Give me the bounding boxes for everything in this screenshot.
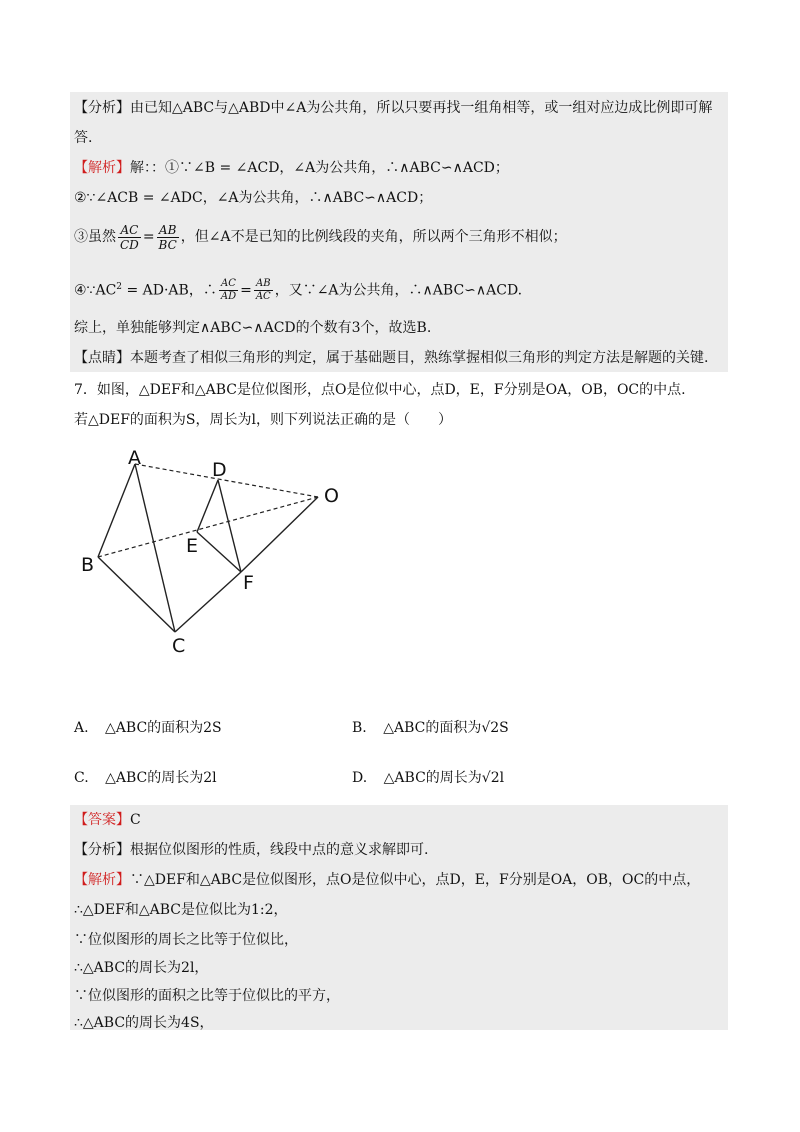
solution2-line-5	[74, 986, 340, 1006]
fraction-ab-bc	[157, 223, 179, 252]
analysis2-text: 根据位似图形的性质，线段中点的意义求解即可.	[130, 842, 429, 858]
analysis2-tag: 【分析】	[74, 842, 130, 858]
solution2-text: ∵△DEF和△ABC是位似图形，点O是位似中心，点D，E，F分别是OA，OB，OC的中点，	[130, 872, 701, 888]
fraction-ac-cd	[118, 223, 141, 252]
analysis-text: 由已知△ABC与△ABD中∠A为公共角，所以只要再找一组角相等，或一组对应边成比例即可解	[130, 100, 713, 116]
analysis2-line	[74, 840, 428, 860]
superscript: 2	[116, 282, 123, 292]
label-a: A	[128, 447, 141, 469]
answer-text: C	[130, 812, 141, 828]
option-b[interactable]	[352, 718, 509, 738]
label-b: B	[81, 554, 95, 576]
question-7-line-1	[74, 380, 686, 400]
comment-text: 本题考查了相似三角形的判定，属于基础题目，熟练掌握相似三角形的判定方法是解题的关键.	[130, 350, 709, 366]
question-7-line-2	[74, 410, 452, 430]
solution2-line-1	[74, 870, 700, 890]
solution-line-4	[74, 272, 522, 306]
option-b-text: △ABC的面积为√2S	[383, 720, 509, 736]
fraction-numerator: AB	[254, 278, 273, 291]
summary-line	[74, 318, 431, 338]
segment-bc	[98, 557, 175, 632]
segment-de	[197, 480, 218, 532]
solution2-step-3: ∵位似图形的周长之比等于位似比，	[74, 932, 298, 948]
option-d-label: D.	[352, 770, 368, 786]
label-f: F	[243, 572, 254, 594]
fraction-denominator: AD	[220, 291, 237, 303]
solution-line-2	[74, 188, 432, 208]
solution2-step-5: ∵位似图形的面积之比等于位似比的平方，	[74, 988, 340, 1004]
option-a-text: △ABC的面积为2S	[105, 720, 222, 736]
option-c[interactable]	[74, 768, 217, 788]
analysis-line-2	[74, 128, 92, 148]
solution-step-4-mid: = AD·AB，∴	[122, 282, 217, 299]
fraction-ab-ac	[254, 278, 273, 303]
solution-step-4-prefix: ④∵AC	[74, 282, 117, 299]
option-b-label: B.	[352, 720, 367, 736]
solution2-tag: 【解析】	[74, 872, 130, 888]
fraction-numerator: AB	[157, 223, 179, 238]
answer-tag: 【答案】	[74, 812, 130, 828]
fraction-denominator: BC	[158, 237, 177, 252]
comment-line	[74, 348, 708, 368]
segment-ab	[98, 464, 135, 557]
solution2-line-4	[74, 958, 208, 978]
solution-line-1	[74, 158, 509, 178]
solution-text: 解：：①∵∠B = ∠ACD，∠A为公共角，∴∧ABC∽∧ACD；	[130, 160, 509, 176]
analysis-line-1	[74, 98, 712, 118]
option-c-label: C.	[74, 770, 89, 786]
solution-step-2: ②∵∠ACB = ∠ADC，∠A为公共角，∴∧ABC∽∧ACD；	[74, 190, 433, 206]
fraction-ac-ad	[219, 278, 238, 303]
option-a[interactable]	[74, 718, 222, 738]
equals-sign: =	[240, 282, 252, 299]
segment-ac	[135, 464, 175, 632]
solution-step-4-text: ，又∵∠A为公共角，∴∧ABC∽∧ACD.	[274, 282, 523, 299]
summary-text: 综上，单独能够判定∧ABC∽∧ACD的个数有3个，故选B.	[74, 320, 432, 336]
solution2-step-2: ∴△DEF和△ABC是位似比为1:2，	[74, 902, 288, 918]
solution2-step-4: ∴△ABC的周长为2l，	[74, 960, 209, 976]
option-c-text: △ABC的周长为2l	[105, 770, 217, 786]
option-a-label: A.	[74, 720, 89, 736]
homothety-figure	[78, 442, 378, 662]
segment-fo	[241, 497, 318, 572]
segment-df	[218, 480, 241, 572]
label-d: D	[212, 459, 227, 481]
fraction-numerator: AC	[118, 223, 141, 238]
solution2-line-3	[74, 930, 298, 950]
comment-tag: 【点睛】	[74, 350, 130, 366]
solution-step-3-prefix: ③虽然	[74, 229, 116, 245]
segment-fc	[175, 572, 241, 632]
fraction-denominator: CD	[120, 237, 139, 252]
solution2-step-6: ∴△ABC的周长为4S，	[74, 1015, 214, 1031]
label-o: O	[324, 485, 339, 507]
option-d-text: △ABC的周长为√2l	[383, 770, 505, 786]
analysis-tag: 【分析】	[74, 100, 130, 116]
answer-line	[74, 810, 141, 830]
solution-tag: 【解析】	[74, 160, 130, 176]
solution2-line-2	[74, 900, 288, 920]
fraction-denominator: AC	[255, 291, 271, 303]
question-7-stem-cont: 若△DEF的面积为S，周长为l，则下列说法正确的是（ ）	[74, 412, 452, 428]
solution-step-3-text: ，但∠A不是已知的比例线段的夹角，所以两个三角形不相似；	[180, 229, 567, 245]
label-c: C	[172, 635, 186, 657]
question-7-stem: 7．如图，△DEF和△ABC是位似图形，点O是位似中心，点D，E，F分别是OA，OB，OC的中点.	[74, 382, 686, 398]
fraction-numerator: AC	[219, 278, 238, 291]
label-e: E	[186, 535, 199, 557]
analysis-text-cont: 答.	[74, 130, 93, 146]
solution2-line-6	[74, 1013, 214, 1033]
segment-ef	[197, 532, 241, 572]
solution-line-3	[74, 222, 567, 252]
option-d[interactable]	[352, 768, 504, 788]
equals-sign: =	[142, 229, 155, 245]
